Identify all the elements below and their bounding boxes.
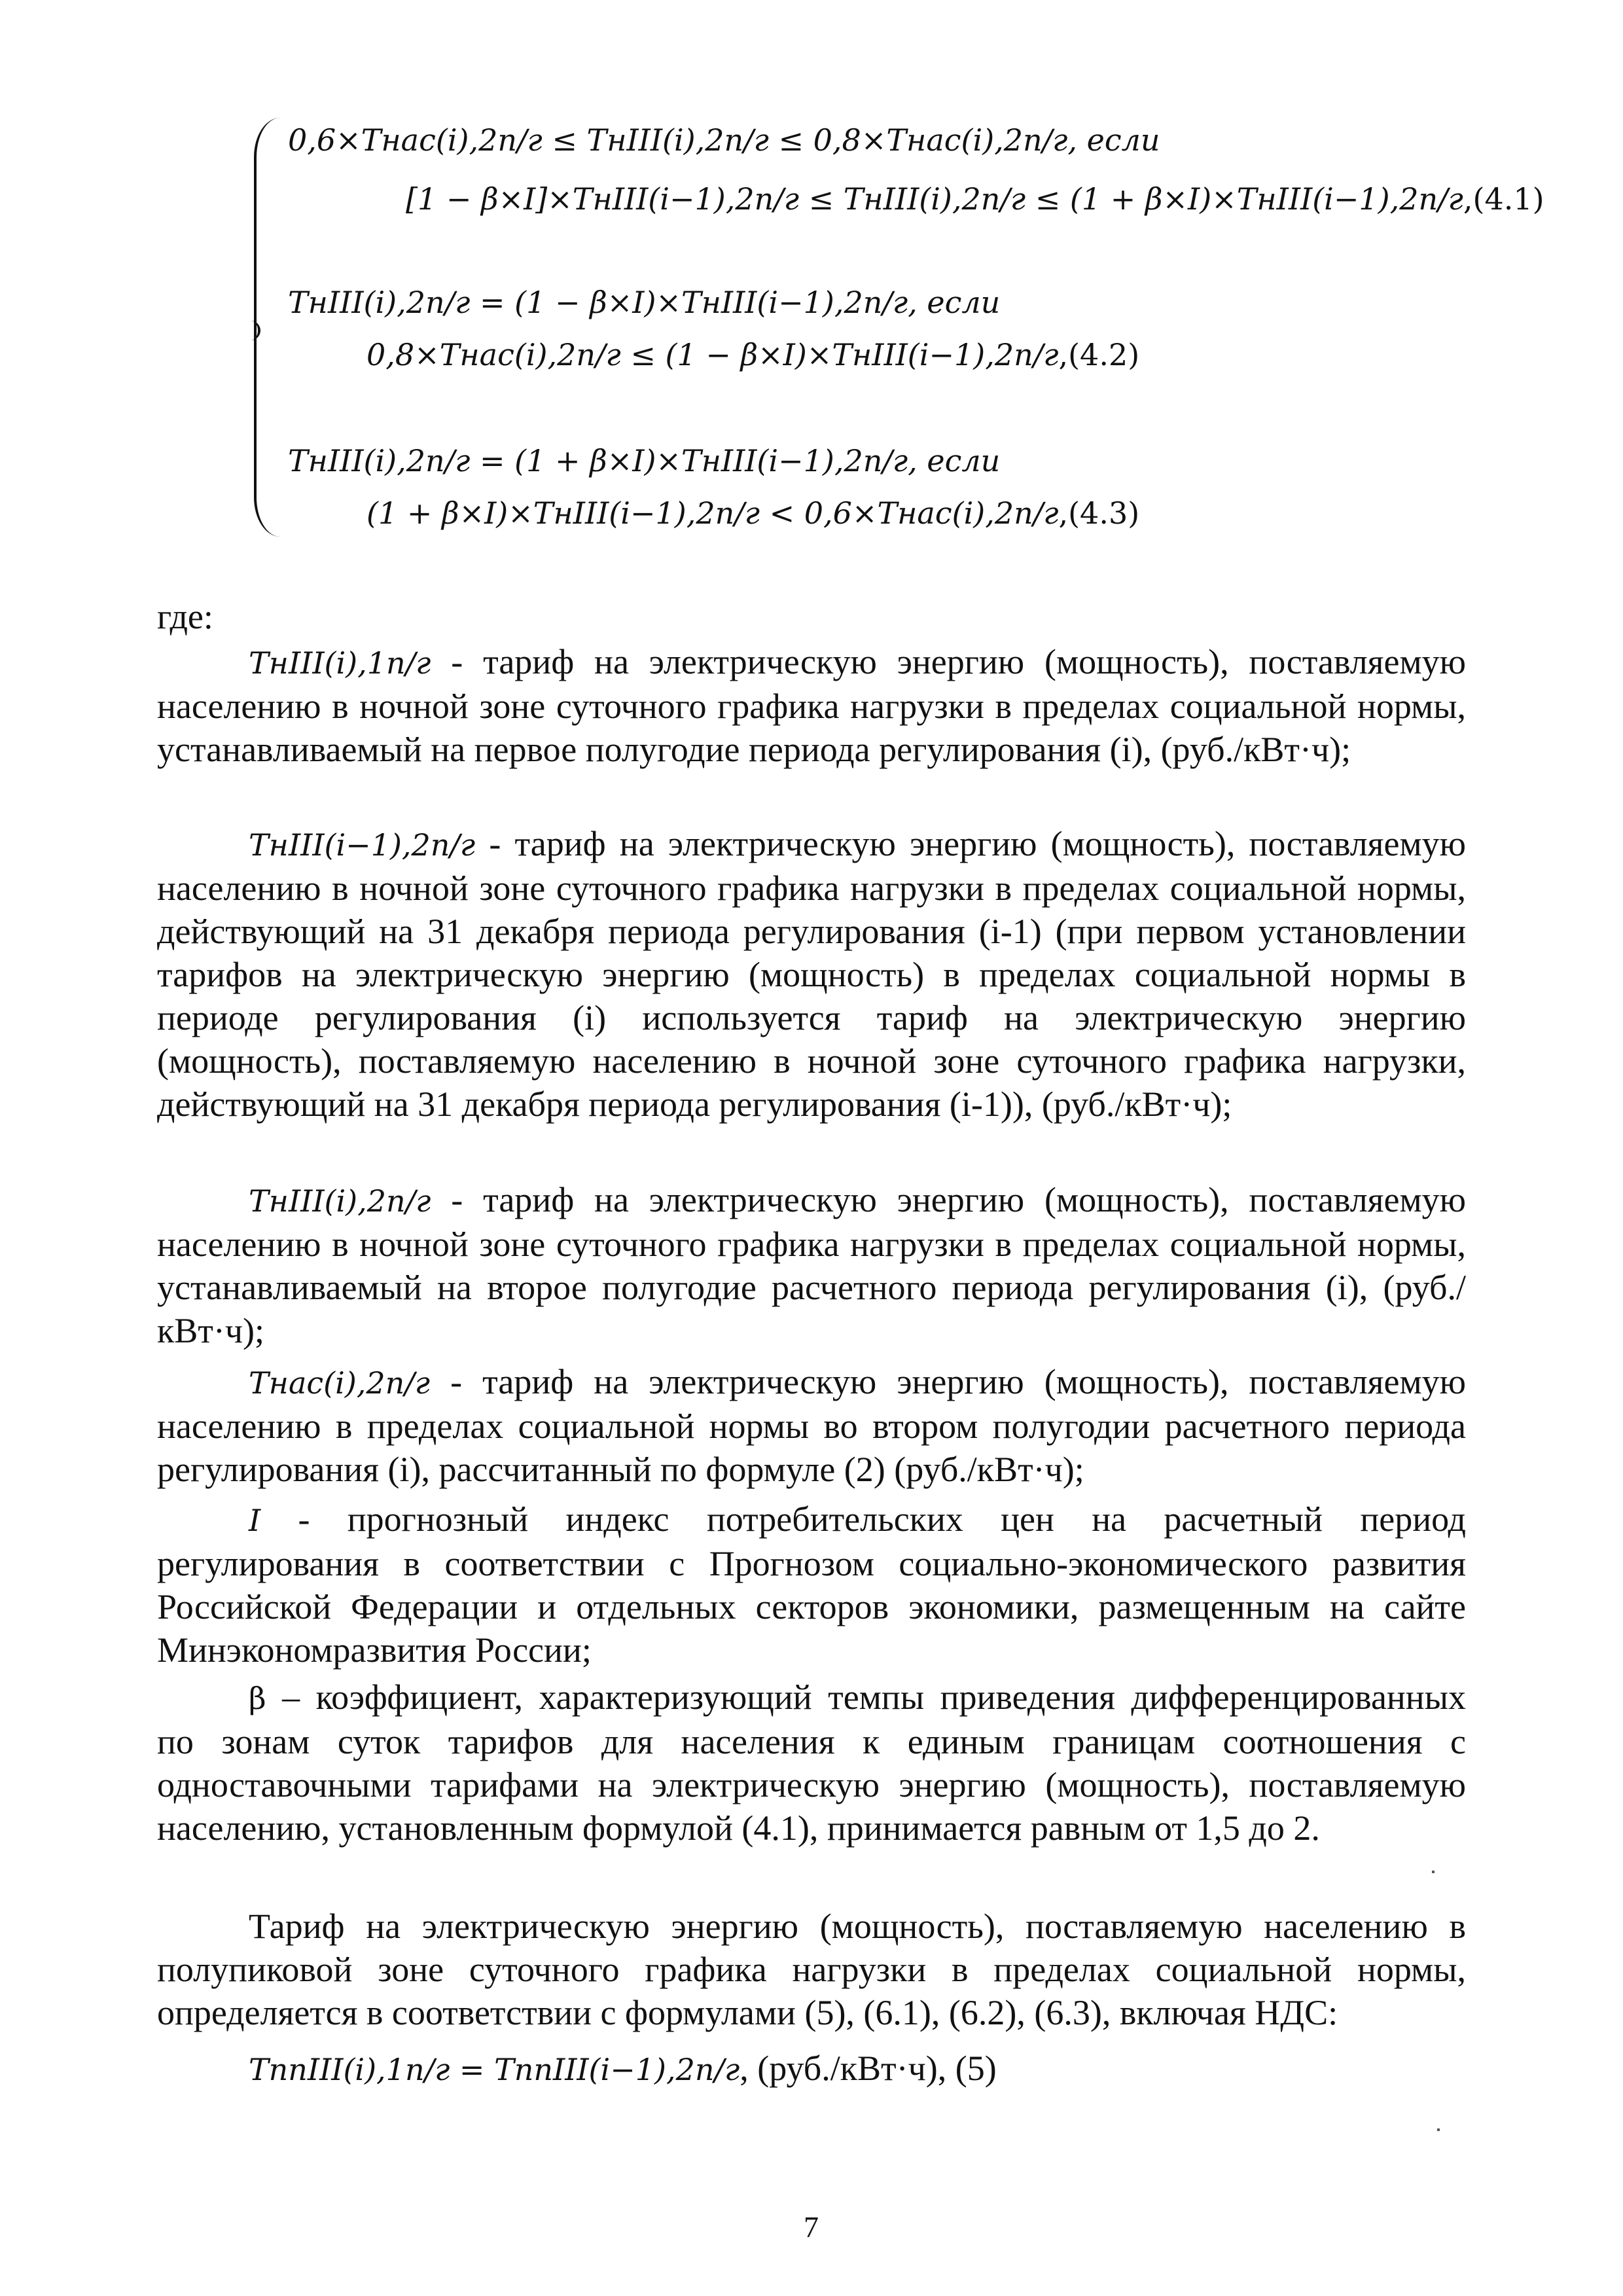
definition-text-h2: - тариф на электрическую энергию (мощность), поставляемую населению в ночной зоне суточного графика нагрузки в пределах социальной нормы, устанавливаемый на второе полугодие расчетного периода регулирования (i), (руб./ кВт·ч); bbox=[157, 1180, 1467, 1350]
definition-text-beta: – коэффициент, характеризующий темпы приведения дифференцированных по зонам суток тарифов для населения к единым границам соотношения с одноставочными тарифами на электрическую энергию (мощность), поставляемую населению, установленным формулой (4.1), принимается равным от 1,5 до 2. bbox=[157, 1677, 1466, 1848]
formula-4-1-line1: 0,6×Tнас(i),2п/г ≤ TнIII(i),2п/г ≤ 0,8×Tнас(i),2п/г, если bbox=[288, 122, 1160, 158]
formula-5-units: , (руб./кВт·ч), (5) bbox=[740, 2049, 997, 2088]
formula-4-3-definition bbox=[288, 440, 1000, 482]
formula-4-1-condition bbox=[288, 119, 1160, 161]
formula-4-1-line2: [1 − β×I]×TнIII(i−1),2п/г ≤ TнIII(i),2п/г ≤ (1 + β×I)×TнIII(i−1),2п/г bbox=[406, 181, 1463, 217]
formula-4-1-number: ,(4.1) bbox=[1463, 181, 1544, 217]
formula-4-2-definition bbox=[288, 281, 1000, 323]
formula-4-2-condition bbox=[366, 334, 1139, 376]
formula-5-expression: TппIII(i),1п/г = TппIII(i−1),2п/г bbox=[249, 2052, 740, 2087]
definition-tariff-population bbox=[157, 1360, 1466, 1491]
formula-4-3-number: ,(4.3) bbox=[1058, 495, 1140, 531]
scan-speck bbox=[1437, 2128, 1440, 2131]
formula-4-3-condition bbox=[366, 492, 1139, 534]
formula-4-3-line1: TнIII(i),2п/г = (1 + β×I)×TнIII(i−1),2п/г, если bbox=[288, 443, 1001, 478]
definition-text-cpi: - прогнозный индекс потребительских цен на расчетный период регулирования в соответствии с Прогнозом социально-экономического развития Российской Федерации и отдельных секторов экономики, размещенным на сайте Минэкономразвития России; bbox=[157, 1499, 1467, 1670]
definition-text-prev: - тариф на электрическую энергию (мощность), поставляемую населению в ночной зоне суточного графика нагрузки в пределах социальной нормы, действующий на 31 декабря периода регулирования (i-1) (при первом установлении тарифов на электрическую энергию (мощность) в пределах социальной нормы в периоде регулирования (i) используется тариф на электрическую энергию (мощность), поставляемую населению в ночной зоне суточного графика нагрузки, действующий на 31 декабря периода регулирования (i-1)), (руб./кВт·ч); bbox=[157, 824, 1467, 1124]
formula-4-2-line1: TнIII(i),2п/г = (1 − β×I)×TнIII(i−1),2п/г, если bbox=[288, 285, 1001, 320]
symbol-t-night-h2: TнIII(i),2п/г bbox=[249, 1183, 431, 1219]
definition-text-h1: - тариф на электрическую энергию (мощность), поставляемую населению в ночной зоне суточного графика нагрузки в пределах социальной нормы, устанавливаемый на первое полугодие периода регулирования (i), (руб./кВт·ч); bbox=[157, 642, 1467, 769]
scan-speck bbox=[1432, 1871, 1435, 1873]
formula-4-2-number: ,(4.2) bbox=[1058, 337, 1140, 372]
where-label: где: bbox=[157, 597, 213, 636]
definition-cpi-index bbox=[157, 1498, 1466, 1672]
definition-text-population: - тариф на электрическую энергию (мощность), поставляемую населению в пределах социальной нормы во втором полугодии расчетного периода регулирования (i), рассчитанный по формуле (2) (руб./кВт·ч); bbox=[157, 1362, 1467, 1489]
definition-tariff-night-prev bbox=[157, 822, 1466, 1126]
paragraph-semi-peak: Тариф на электрическую энергию (мощность), поставляемую населению в полупиковой зоне суточного графика нагрузки в пределах социальной нормы, определяется в соответствии с формулами (5), (6.1), (6.2), (6.3), включая НДС: bbox=[157, 1907, 1466, 2032]
symbol-t-night-prev: TнIII(i−1),2п/г bbox=[249, 827, 476, 863]
definition-beta-coefficient bbox=[157, 1676, 1466, 1850]
symbol-t-population: Tнас(i),2п/г bbox=[249, 1365, 431, 1401]
symbol-beta: β bbox=[249, 1681, 266, 1716]
formula-4-1-inequality bbox=[406, 178, 1544, 220]
symbol-t-night-h1: TнIII(i),1п/г bbox=[249, 645, 431, 681]
formula-4-2-line2: 0,8×Tнас(i),2п/г ≤ (1 − β×I)×TнIII(i−1),2п/г bbox=[366, 337, 1059, 372]
page-number: 7 bbox=[804, 2210, 819, 2244]
formula-4-3-line2: (1 + β×I)×TнIII(i−1),2п/г < 0,6×Tнас(i),2п/г bbox=[366, 495, 1059, 531]
definition-tariff-night-h2 bbox=[157, 1178, 1466, 1352]
formula-5 bbox=[249, 2047, 997, 2090]
symbol-i: I bbox=[249, 1503, 261, 1538]
definition-tariff-night-h1 bbox=[157, 640, 1466, 771]
